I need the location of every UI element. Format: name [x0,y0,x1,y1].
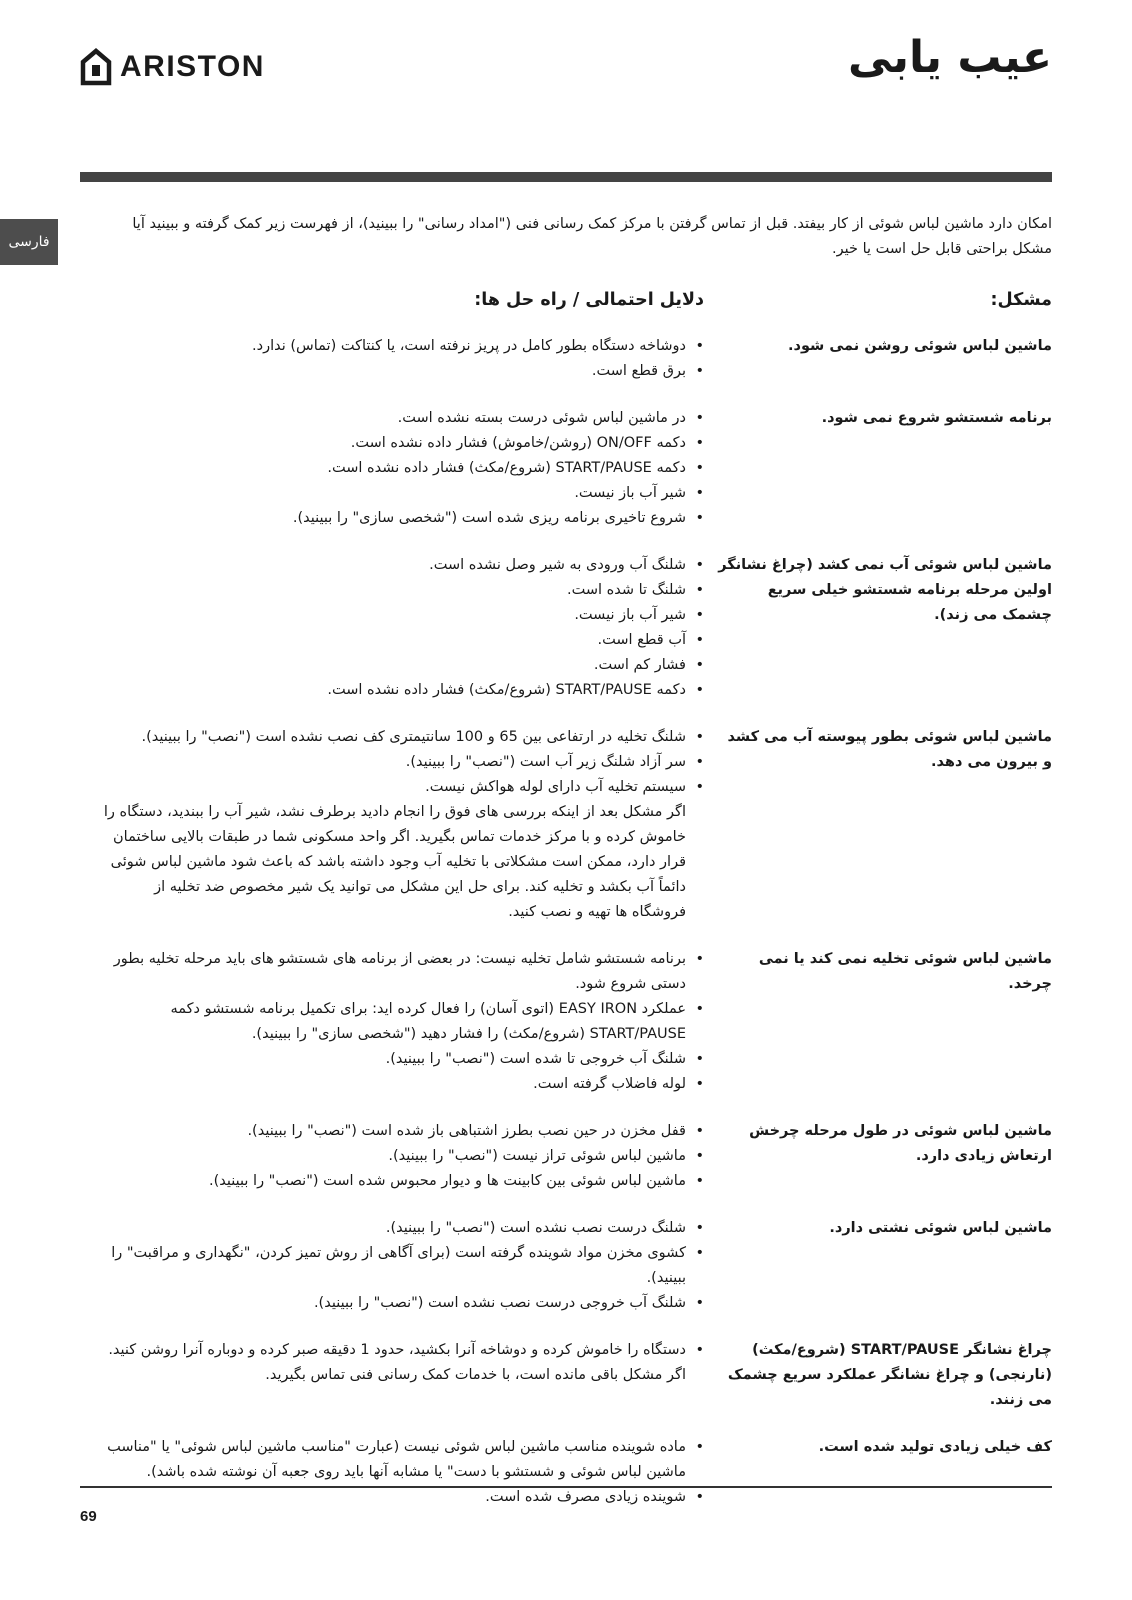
solution-list [100,1119,704,1194]
solution-item: • ماشین لباس شوئی بین کابینت ها و دیوار محبوس شده است ("نصب" را ببینید). [100,1169,686,1194]
table-row [100,1435,1052,1510]
solution-item: • عملکرد EASY IRON (اتوی آسان) را فعال کرده اید: برای تکمیل برنامه شستشو دکمه START/PAUSE (شروع/مکث) را فشار دهید ("شخصی سازی" را ببینید). [100,997,686,1047]
solution-item: • شلنگ تا شده است. [100,578,686,603]
solution-item: • شوینده زیادی مصرف شده است. [100,1485,686,1510]
solution-note: اگر مشکل بعد از اینکه بررسی های فوق را انجام دادید برطرف نشد، شیر آب را ببندید، دستگاه را خاموش کرده و با مرکز خدمات تماس بگیرید. اگر واحد مسکونی شما در طبقات بالایی ساختمان قرار دارد، ممکن است مشکلاتی با تخلیه آب وجود داشته باشد که باعث شود ماشین لباس شوئی دائماً آب بکشد و تخلیه کند. برای حل این مشکل می توانید یک شیر مخصوص ضد تخلیه از فروشگاه ها تهیه و نصب کنید. [103,804,686,920]
solution-list [100,947,704,1097]
solution-item: • ماشین لباس شوئی تراز نیست ("نصب" را ببینید). [100,1144,686,1169]
solution-cell [100,1119,716,1194]
solution-item: • آب قطع است. [100,628,686,653]
problem-text: ماشین لباس شوئی آب نمی کشد (چراغ نشانگر اولین مرحله برنامه شستشو خیلی سریع چشمک می زند). [718,557,1052,623]
solution-item: • دستگاه را خاموش کرده و دوشاخه آنرا بکشید، حدود 1 دقیقه صبر کرده و دوباره آنرا روشن کنید. اگر مشکل باقی مانده است، با خدمات کمک رسانی فنی تماس بگیرید. [100,1338,686,1388]
solution-item: • شیر آب باز نیست. [100,481,686,506]
solution-cell [100,1216,716,1316]
language-tab: فارسی [0,219,58,265]
solution-list [100,1435,704,1510]
solution-column-header: دلایل احتمالی / راه حل ها: [474,290,704,310]
solution-list [100,1216,704,1316]
solution-item: • شلنگ درست نصب نشده است ("نصب" را ببینید). [100,1216,686,1241]
troubleshooting-table [100,290,1052,1532]
solution-item: • ماده شوینده مناسب ماشین لباس شوئی نیست (عبارت "مناسب ماشین لباس شوئی" یا "مناسب ماشین لباس شوئی و شستشو با دست" یا مشابه آنها باید روی جعبه آن نوشته شده باشد). [100,1435,686,1485]
solution-item: • قفل مخزن در حین نصب بطرز اشتباهی باز شده است ("نصب" را ببینید). [100,1119,686,1144]
solution-item: • دوشاخه دستگاه بطور کامل در پریز نرفته است، یا کنتاکت (تماس) ندارد. [100,334,686,359]
solution-list [100,725,704,800]
solution-item: • شلنگ آب ورودی به شیر وصل نشده است. [100,553,686,578]
table-row [100,947,1052,1097]
table-row [100,1216,1052,1316]
table-row [100,553,1052,703]
footer-divider [80,1486,1052,1488]
solution-item: • فشار کم است. [100,653,686,678]
table-row [100,1119,1052,1194]
solution-item: • شلنگ آب خروجی درست نصب نشده است ("نصب" را ببینید). [100,1291,686,1316]
table-body [100,334,1052,1510]
problem-text: چراغ نشانگر START/PAUSE (شروع/مکث) (نارنجی) و چراغ نشانگر عملکرد سریع چشمک می زنند. [727,1342,1052,1408]
brand-logo [80,48,265,86]
problem-text: برنامه شستشو شروع نمی شود. [821,410,1052,426]
solution-cell [100,406,716,531]
solution-cell [100,334,716,384]
solution-item: • دکمه ON/OFF (روشن/خاموش) فشار داده نشده است. [100,431,686,456]
problem-text: کف خیلی زیادی تولید شده است. [818,1439,1052,1455]
problem-text: ماشین لباس شوئی نشتی دارد. [829,1220,1052,1236]
solution-cell [100,1435,716,1510]
house-logo-icon [80,48,112,86]
page-number: 69 [80,1508,97,1525]
solution-cell [100,947,716,1097]
solution-list [100,406,704,531]
solution-item: • شلنگ آب خروجی تا شده است ("نصب" را ببینید). [100,1047,686,1072]
solution-list [100,1338,704,1388]
intro-paragraph: امکان دارد ماشین لباس شوئی از کار بیفتد. قبل از تماس گرفتن با مرکز کمک رسانی فنی ("امداد رسانی" را ببینید)، از فهرست زیر کمک گرفته و ببینید آیا مشکل براحتی قابل حل است یا خیر. [132,216,1052,257]
solution-item: • دکمه START/PAUSE (شروع/مکث) فشار داده نشده است. [100,456,686,481]
solution-list [100,553,704,703]
solution-item: • سر آزاد شلنگ زیر آب است ("نصب" را ببینید). [100,750,686,775]
table-row [100,334,1052,384]
solution-item: • شروع تاخیری برنامه ریزی شده است ("شخصی سازی" را ببینید). [100,506,686,531]
solution-item: • برق قطع است. [100,359,686,384]
solution-item: • شیر آب باز نیست. [100,603,686,628]
solution-cell [100,1338,716,1413]
brand-name: ARISTON [120,50,265,83]
problem-text: ماشین لباس شوئی تخلیه نمی کند یا نمی چرخد. [758,951,1052,992]
solution-item: • در ماشین لباس شوئی درست بسته نشده است. [100,406,686,431]
table-header [100,290,1052,334]
solution-item: • برنامه شستشو شامل تخلیه نیست: در بعضی از برنامه های شستشو های باید مرحله تخلیه بطور دستی شروع شود. [100,947,686,997]
solution-cell [100,553,716,703]
solution-list [100,334,704,384]
page-title: عیب یابی [848,32,1052,83]
header-divider [80,172,1052,182]
table-row [100,406,1052,531]
solution-item: • شلنگ تخلیه در ارتفاعی بین 65 و 100 سانتیمتری کف نصب نشده است ("نصب" را ببینید). [100,725,686,750]
solution-item: • سیستم تخلیه آب دارای لوله هواکش نیست. [100,775,686,800]
solution-item: • لوله فاضلاب گرفته است. [100,1072,686,1097]
solution-cell [100,725,716,925]
table-row [100,1338,1052,1413]
problem-text: ماشین لباس شوئی بطور پیوسته آب می کشد و بیرون می دهد. [727,729,1052,770]
problem-text: ماشین لباس شوئی روشن نمی شود. [788,338,1052,354]
problem-column-header: مشکل: [990,290,1052,310]
solution-item: • کشوی مخزن مواد شوینده گرفته است (برای آگاهی از روش تمیز کردن، "نگهداری و مراقبت" را ببینید). [100,1241,686,1291]
table-row [100,725,1052,925]
solution-item: • دکمه START/PAUSE (شروع/مکث) فشار داده نشده است. [100,678,686,703]
problem-text: ماشین لباس شوئی در طول مرحله چرخش ارتعاش زیادی دارد. [749,1123,1052,1164]
